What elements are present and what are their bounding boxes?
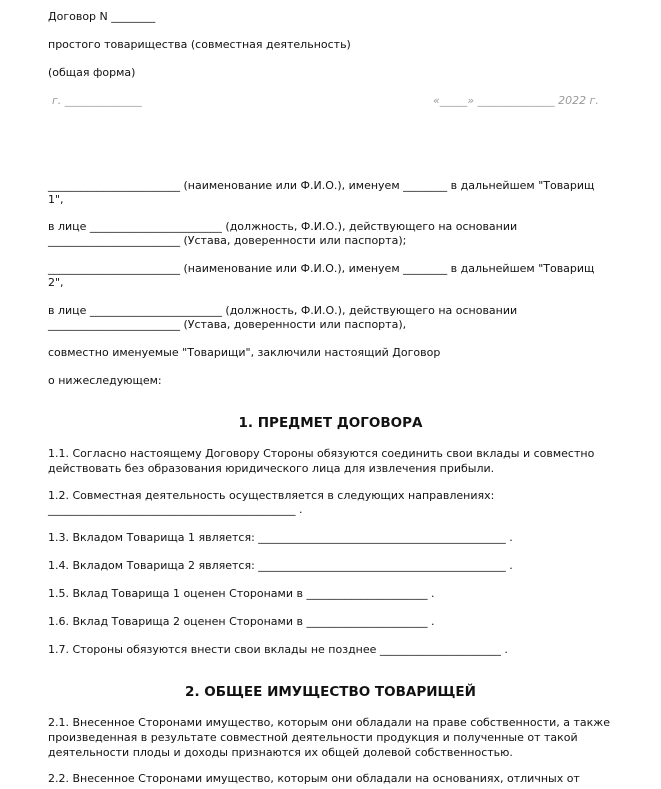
party2-name-line: ________________________ (наименование или Ф.И.О.), именуем ________ в дальнейшем "Товарищ (48, 262, 595, 275)
clause-1-4: 1.4. Вкладом Товарища 2 является: _____________________________________________ . (48, 559, 513, 572)
clause-1-6: 1.6. Вклад Товарища 2 оценен Сторонами в ______________________ . (48, 615, 435, 628)
party1-name-line: ________________________ (наименование или Ф.И.О.), именуем ________ в дальнейшем "Товарищ (48, 179, 595, 192)
contract-title: Договор N ________ (48, 10, 156, 23)
party1-name-line-end: 1", (48, 193, 64, 206)
contract-form-note: (общая форма) (48, 66, 136, 79)
party1-basis: ________________________ (Устава, доверенности или паспорта); (48, 234, 407, 247)
parties-together: совместно именуемые "Товарищи", заключили настоящий Договор (48, 346, 441, 359)
clause-1-1: 1.1. Согласно настоящему Договору Стороны обязуются соединить свои вклады и совместно действовать без образования юридического лица для извлечения прибыли. (48, 447, 595, 475)
party2-name-line-end: 2", (48, 276, 64, 289)
clause-1-2: 1.2. Совместная деятельность осуществляется в следующих направлениях: (48, 489, 495, 502)
contract-subtitle: простого товарищества (совместная деятельность) (48, 38, 351, 51)
clause-1-2-blank: _____________________________________________ . (48, 503, 303, 516)
city-field: г. ______________ (52, 94, 142, 107)
clause-2-2: 2.2. Внесенное Сторонами имущество, которым они обладали на основаниях, отличных от (48, 772, 580, 785)
parties-following: о нижеследующем: (48, 374, 162, 387)
clause-2-1: 2.1. Внесенное Сторонами имущество, которым они обладали на праве собственности, а также произведенная в результате совместной деятельности продукция и полученные от такой деятельности плоды и доходы признаются их общей долевой собственностью. (48, 716, 610, 759)
party2-representative: в лице ________________________ (должность, Ф.И.О.), действующего на основании (48, 304, 518, 317)
clause-1-7: 1.7. Стороны обязуются внести свои вклады не позднее ______________________ . (48, 643, 508, 656)
clause-1-5: 1.5. Вклад Товарища 1 оценен Сторонами в ______________________ . (48, 587, 435, 600)
party1-representative: в лице ________________________ (должность, Ф.И.О.), действующего на основании (48, 220, 518, 233)
party2-basis: ________________________ (Устава, доверенности или паспорта), (48, 318, 407, 331)
date-field: «_____» ______________ 2022 г. (433, 94, 599, 107)
section-1-heading: 1. ПРЕДМЕТ ДОГОВОРА (238, 415, 423, 431)
clause-1-3: 1.3. Вкладом Товарища 1 является: _____________________________________________ . (48, 531, 513, 544)
section-2-heading: 2. ОБЩЕЕ ИМУЩЕСТВО ТОВАРИЩЕЙ (185, 684, 476, 700)
